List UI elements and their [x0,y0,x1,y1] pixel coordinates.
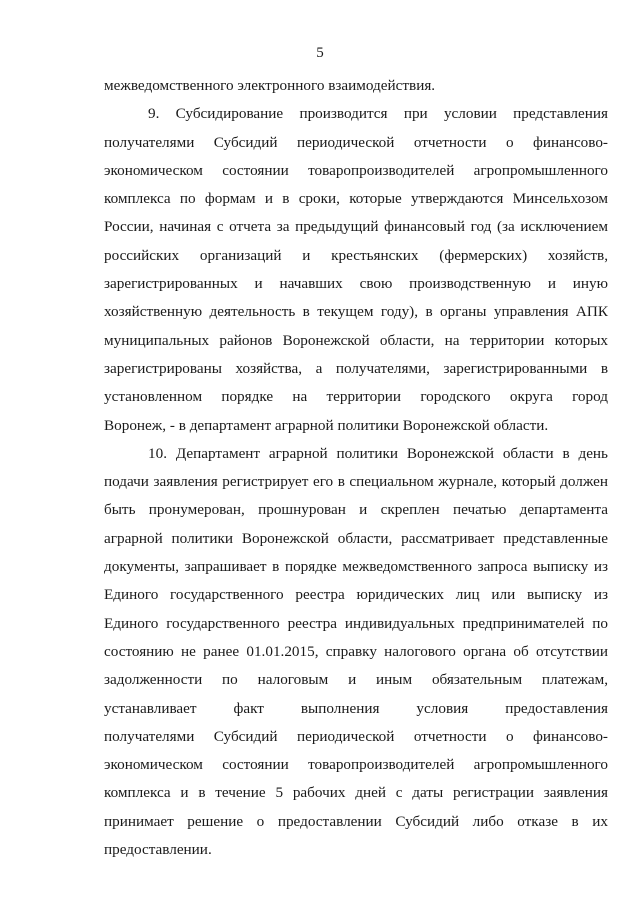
text-line: зарегистрированных и начавших свою производственную и иную [104,275,608,293]
text-line: Воронеж, - в департамент аграрной политики Воронежской области. [104,416,549,434]
text-line: Единого государственного реестра индивидуальных предпринимателей по [104,614,608,632]
text-line: хозяйственную деятельность в текущем году), в органы управления АПК [104,303,608,321]
text-line: предоставлении. [104,841,212,859]
paragraph-continuation [104,72,608,100]
text-line: Единого государственного реестра юридических лиц или выписку из [104,586,608,604]
text-line: 9. Субсидирование производится при условии представления [148,105,608,123]
paragraph-clause-10 [104,440,608,864]
text-line: комплекса и в течение 5 рабочих дней с даты регистрации заявления [104,784,608,802]
document-body [104,72,608,864]
text-line: комплекса по формам и в сроки, которые утверждаются Минсельхозом [104,190,608,208]
text-line: экономическом состоянии товаропроизводителей агропромышленного [104,756,608,774]
text-line: установленном порядке на территории городского округа город [104,388,608,406]
text-line: устанавливает факт выполнения условия предоставления [104,699,608,717]
text-line: получателями Субсидий периодической отчетности о финансово- [104,133,608,151]
text-line: 10. Департамент аграрной политики Воронежской области в день [148,444,608,462]
text-line: быть пронумерован, прошнурован и скреплен печатью департамента [104,501,608,519]
text-line: межведомственного электронного взаимодействия. [104,77,436,94]
text-line: задолженности по налоговым и иным обязательным платежам, [104,671,608,689]
paragraph-clause-9 [104,100,608,440]
text-line: российских организаций и крестьянских (фермерских) хозяйств, [104,246,608,264]
text-line: экономическом состоянии товаропроизводителей агропромышленного [104,161,608,179]
text-line: зарегистрированы хозяйства, а получателями, зарегистрированными в [104,359,608,377]
text-line: документы, запрашивает в порядке межведомственного запроса выписку из [104,558,608,576]
text-line: России, начиная с отчета за предыдущий финансовый год (за исключением [104,218,608,236]
text-line: принимает решение о предоставлении Субсидий либо отказе в их [104,812,608,830]
text-line: состоянию не ранее 01.01.2015, справку налогового органа об отсутствии [104,642,608,660]
text-line: подачи заявления регистрирует его в специальном журнале, который должен [104,473,608,491]
text-line: муниципальных районов Воронежской области, на территории которых [104,331,608,349]
text-line: аграрной политики Воронежской области, рассматривает представленные [104,529,608,547]
text-line: получателями Субсидий периодической отчетности о финансово- [104,727,608,745]
page-number: 5 [316,45,324,61]
